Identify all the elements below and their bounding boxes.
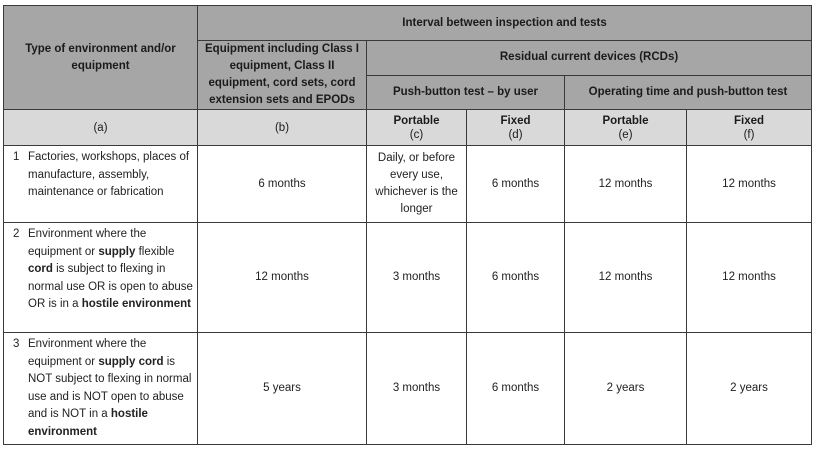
interval-operating-fixed: 12 months: [687, 146, 812, 223]
interval-equipment: 6 months: [198, 146, 367, 223]
interval-operating-fixed: 2 years: [687, 333, 812, 445]
environment-description: [28, 223, 197, 314]
subheader-b: [198, 110, 367, 146]
row-number: 3: [13, 338, 20, 350]
header-operating-time-test: Operating time and push-button test: [565, 75, 812, 110]
subheader-c: [367, 110, 467, 146]
environment-text: is subject to flexing in normal use OR is open to abuse OR is in a: [28, 263, 193, 310]
interval-operating-portable: 12 months: [565, 223, 687, 333]
environment-description: [28, 146, 197, 202]
header-equipment: Equipment including Class I equipment, Class II equipment, cord sets, cord extension sets and EPODs: [198, 41, 367, 110]
environment-text-bold: cord: [28, 263, 53, 275]
inspection-intervals-table: [3, 5, 812, 445]
interval-push-fixed: 6 months: [467, 146, 565, 223]
header-rcd: Residual current devices (RCDs): [367, 41, 812, 76]
subheader-d: [467, 110, 565, 146]
environment-text-bold: hostile environment: [28, 408, 148, 438]
subheader-e: [565, 110, 687, 146]
environment-text: Factories, workshops, places of manufacture, assembly, maintenance or fabrication: [28, 151, 190, 198]
row-number: 2: [13, 228, 20, 240]
environment-text-bold: supply: [98, 245, 136, 258]
interval-equipment: 12 months: [198, 223, 367, 333]
environment-text: is NOT subject to flexing in normal use and is NOT open to abuse and is NOT in a: [28, 355, 192, 420]
interval-equipment: 5 years: [198, 333, 367, 445]
interval-operating-fixed: 12 months: [687, 223, 812, 333]
subheader-label: Fixed: [734, 114, 765, 127]
header-interval: Interval between inspection and tests: [198, 6, 812, 41]
environment-cell: [4, 146, 198, 223]
interval-operating-portable: 12 months: [565, 146, 687, 223]
environment-text: flexible: [135, 245, 175, 258]
environment-text-bold: supply cord: [98, 355, 164, 368]
header-push-button-test: Push-button test – by user: [367, 75, 565, 110]
subheader-code: (e): [618, 128, 633, 141]
environment-cell: [4, 223, 198, 333]
subheader-code: (c): [409, 128, 424, 141]
subheader-label: Portable: [393, 114, 440, 127]
interval-push-fixed: 6 months: [467, 223, 565, 333]
subheader-a: [4, 110, 198, 146]
subheader-code: (a): [93, 121, 108, 134]
table-row: [4, 333, 812, 445]
subheader-label: Fixed: [500, 114, 531, 127]
interval-push-fixed: 6 months: [467, 333, 565, 445]
environment-text-bold: hostile environment: [81, 298, 191, 310]
table-row: [4, 223, 812, 333]
interval-operating-portable: 2 years: [565, 333, 687, 445]
subheader-code: (d): [508, 128, 523, 141]
row-number: 1: [13, 151, 20, 163]
environment-description: [28, 333, 197, 441]
subheader-code: (f): [743, 128, 755, 141]
interval-push-portable: 3 months: [367, 333, 467, 445]
table-row: [4, 146, 812, 223]
inspection-table-container: [3, 5, 811, 444]
environment-text: Environment where the equipment or: [28, 338, 147, 368]
header-type-of-environment: Type of environment and/or equipment: [4, 6, 198, 110]
interval-push-portable: Daily, or before every use, whichever is the longer: [367, 146, 467, 223]
environment-cell: [4, 333, 198, 445]
subheader-code: (b): [274, 121, 290, 134]
environment-text: Environment where the equipment or: [28, 228, 147, 258]
subheader-label: Portable: [602, 114, 649, 127]
interval-push-portable: 3 months: [367, 223, 467, 333]
subheader-f: [687, 110, 812, 146]
